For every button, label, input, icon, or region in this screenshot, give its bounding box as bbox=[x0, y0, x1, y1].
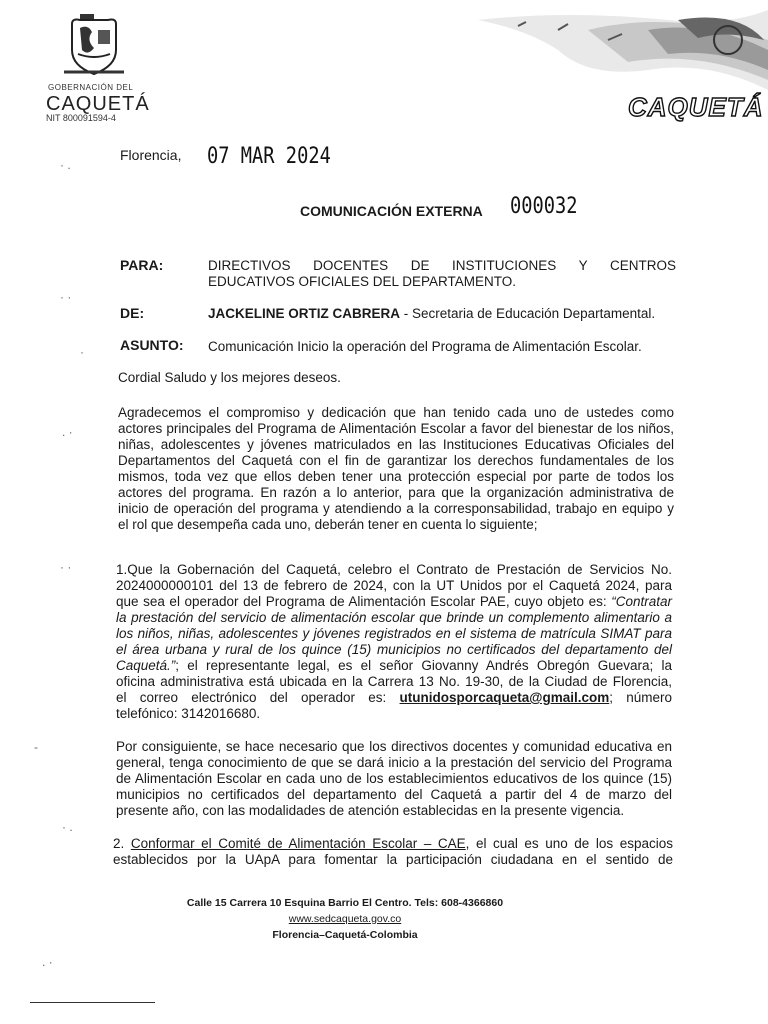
date-stamp: 07 MAR 2024 bbox=[207, 144, 331, 169]
p4-line-2: establecidos por la UApA para fomentar la participación ciudadana en el sentido de bbox=[113, 852, 673, 867]
footer-address: Calle 15 Carrera 10 Esquina Barrio El Centro. Tels: 608-4366860 bbox=[186, 897, 504, 909]
p3-line-5: presente año, con las modalidades de atención establecidas en la presente vigencia. bbox=[116, 803, 625, 818]
p3-line-3: de Alimentación Escolar en cada uno de los establecimientos educativos de los quince (15) bbox=[116, 771, 672, 786]
scan-speck: · · bbox=[60, 290, 72, 304]
p2-line-3 bbox=[116, 594, 672, 610]
document-title: COMUNICACIÓN EXTERNA bbox=[300, 203, 483, 219]
p1-line-7: inicio de operación del programa y atendiendo a la corresponsabilidad, trabajo en equipo y bbox=[118, 501, 674, 516]
footer-place: Florencia–Caquetá-Colombia bbox=[272, 929, 418, 941]
operator-email-link[interactable]: utunidosporcaqueta@gmail.com bbox=[399, 690, 610, 705]
p2-line-10: telefónico: 3142016680. bbox=[116, 706, 261, 721]
de-line bbox=[208, 306, 655, 322]
p3-line-4: municipios no certificados del departamento del Caquetá a partir del 4 de marzo del bbox=[116, 787, 672, 802]
scan-speck: · . bbox=[62, 820, 73, 834]
p1-line-6: actores del programa. En razón a lo anterior, para que la organización administrativa de bbox=[118, 485, 674, 500]
sender-name: JACKELINE ORTIZ CABRERA bbox=[208, 306, 401, 321]
scan-speck: · bbox=[80, 345, 84, 359]
scan-speck: . · bbox=[62, 425, 73, 439]
p2-line-7-quote-end: Caquetá.” bbox=[116, 658, 176, 673]
document-number: 000032 bbox=[510, 194, 578, 219]
scan-speck: - bbox=[34, 740, 38, 754]
footer-web-wrap bbox=[0, 913, 690, 925]
p1-line-1: Agradecemos el compromiso y dedicación que han tenido cada uno de ustedes como bbox=[118, 405, 674, 420]
brand-artwork bbox=[408, 0, 768, 90]
p4-number: 2. bbox=[113, 836, 131, 851]
para-line-1: DIRECTIVOS DOCENTES DE INSTITUCIONES Y CENTROS bbox=[208, 258, 676, 273]
p1-line-4: Departamentos del Caquetá con el fin de garantizar los derechos fundamentales de los bbox=[118, 453, 674, 468]
gov-name: CAQUETÁ bbox=[46, 93, 150, 115]
p1-line-3: niñas, adolescentes y jóvenes matriculados en las Instituciones Educativas Oficiales del bbox=[118, 437, 674, 452]
p2-line-7-text: ; el representante legal, es el señor Giovanny Andrés Obregón Guevara; la bbox=[175, 658, 672, 673]
footer-website-link[interactable]: www.sedcaqueta.gov.co bbox=[288, 913, 402, 925]
p2-italic-line-1: la prestación del servicio de alimentación escolar que brinde un complemento alimentario a bbox=[116, 610, 672, 625]
coat-of-arms-logo bbox=[58, 10, 130, 80]
p2-line-8: oficina administrativa está ubicada en la Carrera 13 No. 19-30, de la Ciudad de Florencia, bbox=[116, 674, 672, 689]
p2-line-9-text: el correo electrónico del operador es: bbox=[116, 690, 400, 705]
scan-speck: · · bbox=[60, 560, 72, 574]
brand-wordmark: CAQUETÁ bbox=[628, 92, 764, 122]
p2-line-1: 1.Que la Gobernación del Caquetá, celebro el Contrato de Prestación de Servicios No. bbox=[116, 562, 672, 577]
scan-speck: · . bbox=[60, 158, 71, 172]
p2-italic-line-3: el área urbana y rural de los quince (15) municipios no certificados del departamento del bbox=[116, 642, 672, 657]
city-label: Florencia, bbox=[120, 147, 182, 163]
asunto-label: ASUNTO: bbox=[120, 337, 184, 353]
p2-line-9-end: ; número bbox=[609, 690, 672, 705]
asunto-text: Comunicación Inicio la operación del Programa de Alimentación Escolar. bbox=[208, 339, 642, 354]
p1-line-8: el rol que desempeña cada uno, deberán tener en cuenta lo siguiente; bbox=[118, 517, 538, 532]
scan-speck: . · bbox=[42, 955, 53, 969]
p2-italic-line-2: los niños, niñas, adolescentes y jóvenes registrados en el sistema de matrícula SIMAT para bbox=[116, 626, 672, 641]
para-line-2: EDUCATIVOS OFICIALES DEL DEPARTAMENTO. bbox=[208, 274, 517, 289]
p4-underlined-heading: Conformar el Comité de Alimentación Escolar – CAE bbox=[130, 836, 466, 851]
gov-small-heading: GOBERNACIÓN DEL bbox=[48, 83, 134, 92]
p2-line-2: 2024000000101 del 13 de febrero de 2024, con la UT Unidos por el Caquetá 2024, para bbox=[116, 578, 672, 593]
p4-line-1 bbox=[113, 836, 673, 852]
p2-line-7 bbox=[116, 658, 672, 674]
de-label: DE: bbox=[120, 305, 145, 321]
p3-line-2: general, tenga conocimiento de que se dará inicio a la prestación del servicio del Programa bbox=[116, 755, 672, 770]
p1-line-5: mismos, toda vez que ellos deben tener una protección especial por parte de todos los bbox=[118, 469, 674, 484]
greeting: Cordial Saludo y los mejores deseos. bbox=[118, 370, 341, 385]
p4-line-1-rest: , el cual es uno de los espacios bbox=[465, 836, 673, 851]
p2-line-3-quote: “Contratar bbox=[611, 594, 672, 609]
p1-line-2: actores principales del Programa de Alimentación Escolar a favor del bienestar de los niños, bbox=[118, 421, 674, 436]
p2-line-9 bbox=[116, 690, 672, 706]
p3-line-1: Por consiguiente, se hace necesario que los directivos docentes y comunidad educativa en bbox=[116, 739, 672, 754]
sender-role: - Secretaria de Educación Departamental. bbox=[400, 306, 656, 321]
para-label: PARA: bbox=[120, 257, 164, 273]
gov-nit: NIT 800091594-4 bbox=[46, 113, 116, 123]
p2-line-3-text: que sea el operador del Programa de Alimentación Escolar PAE, cuyo objeto es: bbox=[116, 594, 612, 609]
bottom-rule bbox=[30, 1002, 155, 1003]
